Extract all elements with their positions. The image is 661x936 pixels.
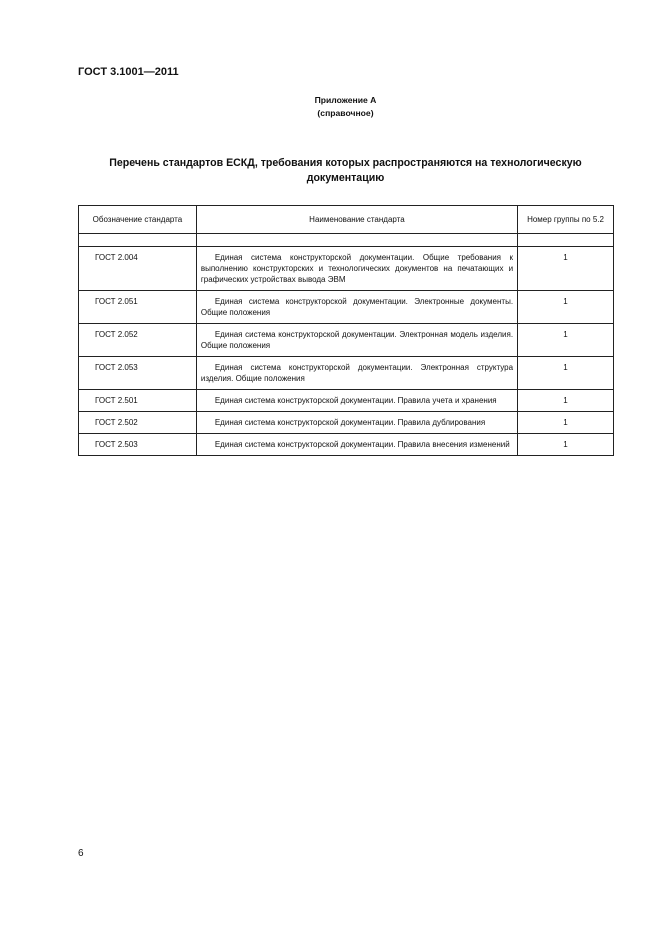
table-row [79,390,614,412]
group-number: 1 [518,291,614,324]
standards-table [78,205,614,456]
standard-code: ГОСТ 2.051 [79,291,197,324]
group-number: 1 [518,247,614,291]
standard-name: Единая система конструкторской документации. Электронная структура изделия. Общие положения [196,357,517,390]
standard-name: Единая система конструкторской документации. Правила учета и хранения [196,390,517,412]
table-row [79,291,614,324]
table-row [79,412,614,434]
group-number: 1 [518,357,614,390]
standard-name: Единая система конструкторской документации. Электронная модель изделия. Общие положения [196,324,517,357]
table-header-row [79,206,614,234]
standard-name: Единая система конструкторской документации. Электронные документы. Общие положения [196,291,517,324]
appendix-title: Приложение А [314,95,377,105]
standard-name: Единая система конструкторской документации. Правила дублирования [196,412,517,434]
page-number: 6 [78,848,84,859]
standard-code: ГОСТ 2.503 [79,434,197,456]
group-number: 1 [518,412,614,434]
standard-code: ГОСТ 2.004 [79,247,197,291]
standard-code: ГОСТ 2.502 [79,412,197,434]
table-row [79,324,614,357]
standard-code: ГОСТ 2.053 [79,357,197,390]
appendix-subtitle: (справочное) [317,108,374,118]
table-row [79,247,614,291]
document-code: ГОСТ 3.1001—2011 [78,66,179,78]
standard-code: ГОСТ 2.052 [79,324,197,357]
appendix-heading [0,94,661,120]
column-header-code: Обозначение стандарта [79,206,197,234]
standard-name: Единая система конструкторской документации. Общие требования к выполнению конструкторских и технологических документов на печатающих и графических устройствах вывода ЭВМ [196,247,517,291]
table-row [79,357,614,390]
column-header-name: Наименование стандарта [196,206,517,234]
column-header-group: Номер группы по 5.2 [518,206,614,234]
standard-code: ГОСТ 2.501 [79,390,197,412]
group-number: 1 [518,390,614,412]
table-title: Перечень стандартов ЕСКД, требования которых распространяются на технологическую документацию [109,157,582,184]
group-number: 1 [518,434,614,456]
header-separator [79,234,614,247]
standard-name: Единая система конструкторской документации. Правила внесения изменений [196,434,517,456]
group-number: 1 [518,324,614,357]
table-row [79,434,614,456]
